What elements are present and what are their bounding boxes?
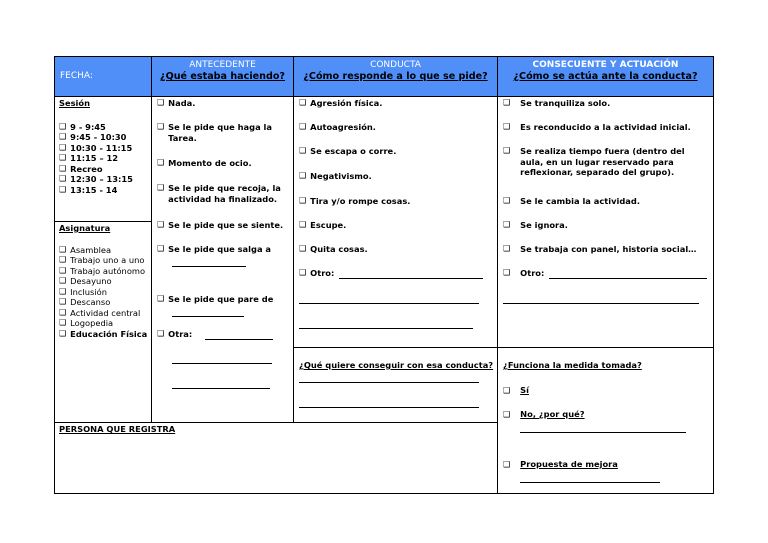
header-divider — [55, 96, 713, 97]
option-label: Escupe. — [310, 220, 347, 230]
col-divider-2 — [293, 96, 294, 422]
checkbox-option[interactable] — [59, 164, 149, 175]
fecha-label: FECHA: — [60, 71, 93, 81]
checkbox-icon[interactable]: ❑ — [503, 410, 511, 419]
checkbox-icon[interactable]: ❑ — [503, 244, 511, 253]
no-reason-line[interactable] — [520, 432, 686, 433]
checkbox-icon[interactable]: ❑ — [157, 98, 165, 107]
checkbox-icon[interactable]: ❑ — [503, 386, 511, 395]
checkbox-icon[interactable]: ❑ — [59, 307, 67, 317]
option-label: Trabajo autónomo — [70, 265, 146, 276]
checkbox-option[interactable] — [59, 132, 149, 143]
checkbox-option[interactable] — [299, 146, 494, 157]
header-fecha — [55, 57, 152, 96]
checkbox-icon[interactable]: ❑ — [59, 153, 67, 162]
checkbox-icon[interactable]: ❑ — [503, 460, 511, 469]
checkbox-icon[interactable]: ❑ — [59, 276, 67, 285]
option-label: Otro: — [310, 268, 335, 278]
checkbox-option[interactable] — [157, 220, 289, 231]
checkbox-option[interactable] — [59, 329, 149, 340]
checkbox-option[interactable] — [299, 122, 494, 133]
checkbox-option[interactable] — [299, 220, 494, 231]
option-label: Tira y/o rompe cosas. — [310, 196, 411, 206]
option-si[interactable] — [503, 385, 529, 397]
option-label: Negativismo. — [310, 171, 372, 181]
checkbox-icon[interactable]: ❑ — [157, 183, 165, 192]
checkbox-icon[interactable]: ❑ — [503, 98, 511, 107]
checkbox-icon[interactable]: ❑ — [157, 220, 165, 229]
checkbox-icon[interactable]: ❑ — [59, 184, 67, 194]
checkbox-option[interactable] — [59, 287, 149, 298]
option-label: Se le pide que recoja, la actividad ha finalizado. — [168, 183, 281, 204]
option-label: 10:30 - 11:15 — [70, 142, 133, 153]
answer-line[interactable] — [205, 339, 273, 340]
checkbox-option[interactable] — [299, 171, 494, 182]
checkbox-icon[interactable]: ❑ — [59, 132, 67, 141]
option-label: Se escapa o corre. — [310, 146, 397, 156]
answer-line[interactable] — [172, 363, 272, 364]
checkbox-option[interactable] — [299, 244, 494, 255]
option-label: Agresión física. — [310, 98, 383, 108]
option-no-label: No, ¿por qué? — [520, 409, 585, 419]
checkbox-option[interactable] — [157, 329, 289, 340]
sesion-section — [59, 98, 149, 195]
answer-line[interactable] — [299, 303, 479, 304]
checkbox-option[interactable] — [503, 98, 708, 109]
sesion-title: Sesión — [59, 98, 90, 108]
funciona-question-label: ¿Funciona la medida tomada? — [503, 360, 642, 370]
option-label: Se le pide que pare de — [168, 294, 274, 304]
checkbox-option[interactable] — [157, 98, 289, 109]
checkbox-icon[interactable]: ❑ — [157, 244, 165, 253]
checkbox-option[interactable] — [59, 153, 149, 164]
checkbox-option[interactable] — [299, 196, 494, 207]
propuesta-label: Propuesta de mejora — [520, 459, 618, 469]
option-label: Descanso — [70, 297, 111, 307]
checkbox-option[interactable] — [157, 244, 289, 255]
checkbox-icon[interactable]: ❑ — [299, 268, 307, 277]
behavior-record-form — [54, 56, 714, 494]
conducta-question: ¿Cómo responde a lo que se pide? — [303, 71, 488, 82]
checkbox-option[interactable] — [503, 196, 708, 207]
col-divider-1 — [151, 96, 152, 422]
checkbox-option[interactable] — [59, 245, 149, 256]
checkbox-option[interactable] — [299, 98, 494, 109]
option-label: Educación Física — [70, 328, 148, 339]
checkbox-option[interactable] — [59, 308, 149, 319]
option-label: Quita cosas. — [310, 244, 368, 254]
checkbox-icon[interactable]: ❑ — [299, 146, 307, 155]
option-label: Trabajo uno a uno — [70, 255, 145, 265]
checkbox-icon[interactable]: ❑ — [59, 265, 67, 275]
checkbox-option[interactable] — [59, 297, 149, 308]
checkbox-icon[interactable]: ❑ — [59, 297, 67, 306]
checkbox-icon[interactable]: ❑ — [157, 122, 165, 131]
option-label: Nada. — [168, 98, 196, 108]
header-antecedente — [152, 57, 294, 96]
checkbox-icon[interactable]: ❑ — [157, 158, 165, 167]
registra-divider — [55, 422, 497, 423]
checkbox-option[interactable] — [59, 266, 149, 277]
conducta-question-divider — [294, 347, 498, 348]
checkbox-icon[interactable]: ❑ — [503, 122, 511, 131]
option-label: Asamblea — [70, 244, 112, 255]
option-label: 11:15 – 12 — [70, 153, 119, 163]
asignatura-section — [59, 223, 149, 339]
checkbox-icon[interactable]: ❑ — [299, 122, 307, 131]
checkbox-icon[interactable]: ❑ — [157, 329, 165, 338]
option-propuesta[interactable] — [503, 459, 618, 471]
answer-line[interactable] — [503, 303, 699, 304]
checkbox-option[interactable] — [59, 255, 149, 266]
option-label: Se le pide que se siente. — [168, 220, 284, 230]
option-label: Se realiza tiempo fuera (dentro del aula, en un lugar reservado para reflexionar, separado del grupo). — [520, 146, 685, 177]
checkbox-icon[interactable]: ❑ — [299, 171, 307, 180]
checkbox-option[interactable] — [503, 268, 708, 279]
option-no[interactable] — [503, 409, 585, 421]
option-label: Otro: — [520, 268, 545, 278]
checkbox-option[interactable] — [59, 318, 149, 329]
checkbox-icon[interactable]: ❑ — [59, 174, 67, 183]
option-label: Otra: — [168, 329, 193, 339]
asignatura-divider — [55, 221, 151, 222]
option-label: Se le pide que salga a — [168, 244, 272, 254]
checkbox-icon[interactable]: ❑ — [503, 268, 511, 277]
asignatura-list — [59, 245, 149, 340]
checkbox-icon[interactable]: ❑ — [59, 328, 67, 338]
option-label: 12:30 – 13:15 — [70, 174, 133, 184]
checkbox-icon[interactable]: ❑ — [503, 146, 511, 155]
conducta-answer-line-2[interactable] — [299, 407, 479, 408]
option-label: Logopedia — [70, 318, 114, 328]
checkbox-icon[interactable]: ❑ — [59, 255, 67, 264]
col-divider-3 — [497, 96, 498, 493]
checkbox-option[interactable] — [157, 158, 289, 169]
checkbox-option[interactable] — [157, 183, 289, 204]
option-label: Momento de ocio. — [168, 158, 252, 168]
checkbox-icon[interactable]: ❑ — [59, 121, 67, 131]
answer-line[interactable] — [299, 328, 473, 329]
option-label: Se le cambia la actividad. — [520, 196, 640, 206]
option-label: Es reconducido a la actividad inicial. — [520, 122, 691, 132]
answer-line[interactable] — [339, 278, 483, 279]
checkbox-icon[interactable]: ❑ — [157, 294, 165, 303]
answer-line[interactable] — [172, 266, 246, 267]
checkbox-icon[interactable]: ❑ — [59, 318, 67, 327]
checkbox-option[interactable] — [59, 143, 149, 154]
checkbox-icon[interactable]: ❑ — [503, 196, 511, 205]
checkbox-option[interactable] — [503, 146, 708, 178]
checkbox-icon[interactable]: ❑ — [299, 98, 307, 107]
option-label: Recreo — [70, 163, 103, 174]
option-label: Inclusión — [70, 286, 107, 297]
option-label: 13:15 - 14 — [70, 184, 118, 195]
checkbox-option[interactable] — [157, 294, 289, 305]
checkbox-option[interactable] — [59, 174, 149, 185]
checkbox-icon[interactable]: ❑ — [59, 244, 67, 254]
checkbox-icon[interactable]: ❑ — [59, 163, 67, 173]
option-label: Desayuno — [70, 276, 112, 286]
conducta-question-label: ¿Qué quiere conseguir con esa conducta? — [299, 360, 494, 370]
antecedente-question: ¿Qué estaba haciendo? — [160, 71, 285, 82]
checkbox-option[interactable] — [59, 276, 149, 287]
antecedente-title: ANTECEDENTE — [189, 60, 256, 70]
checkbox-option[interactable] — [299, 268, 494, 279]
registra-label: PERSONA QUE REGISTRA — [59, 424, 176, 434]
option-label: Autoagresión. — [310, 122, 376, 132]
answer-line[interactable] — [172, 316, 244, 317]
conducta-title: CONDUCTA — [370, 60, 421, 70]
option-label: Se tranquiliza solo. — [520, 98, 611, 108]
checkbox-option[interactable] — [503, 244, 708, 255]
checkbox-icon[interactable]: ❑ — [503, 220, 511, 229]
option-label: Se le pide que haga la Tarea. — [168, 122, 272, 143]
option-label: Se trabaja con panel, historia social… — [520, 244, 697, 254]
asignatura-title: Asignatura — [59, 223, 111, 233]
sesion-list — [59, 122, 149, 196]
checkbox-option[interactable] — [157, 122, 289, 143]
option-si-label: Sí — [520, 385, 529, 395]
checkbox-option[interactable] — [59, 185, 149, 196]
checkbox-icon[interactable]: ❑ — [299, 244, 307, 253]
checkbox-icon[interactable]: ❑ — [59, 286, 67, 296]
checkbox-icon[interactable]: ❑ — [299, 196, 307, 205]
option-label: 9:45 - 10:30 — [70, 132, 127, 142]
checkbox-option[interactable] — [503, 122, 708, 133]
option-label: 9 - 9:45 — [70, 121, 106, 132]
option-label: Se ignora. — [520, 220, 568, 230]
checkbox-option[interactable] — [503, 220, 708, 231]
checkbox-icon[interactable]: ❑ — [299, 220, 307, 229]
consecuente-title: CONSECUENTE Y ACTUACIÓN — [532, 60, 679, 70]
conducta-answer-line-1[interactable] — [299, 382, 479, 383]
consecuente-question-divider — [498, 347, 714, 348]
consecuente-question: ¿Cómo se actúa ante la conducta? — [513, 71, 698, 82]
option-label: Actividad central — [70, 307, 141, 318]
answer-line[interactable] — [172, 388, 270, 389]
checkbox-option[interactable] — [59, 122, 149, 133]
propuesta-line[interactable] — [520, 482, 660, 483]
answer-line[interactable] — [549, 278, 707, 279]
header-consecuente — [498, 57, 713, 96]
header-conducta — [294, 57, 498, 96]
checkbox-icon[interactable]: ❑ — [59, 142, 67, 152]
